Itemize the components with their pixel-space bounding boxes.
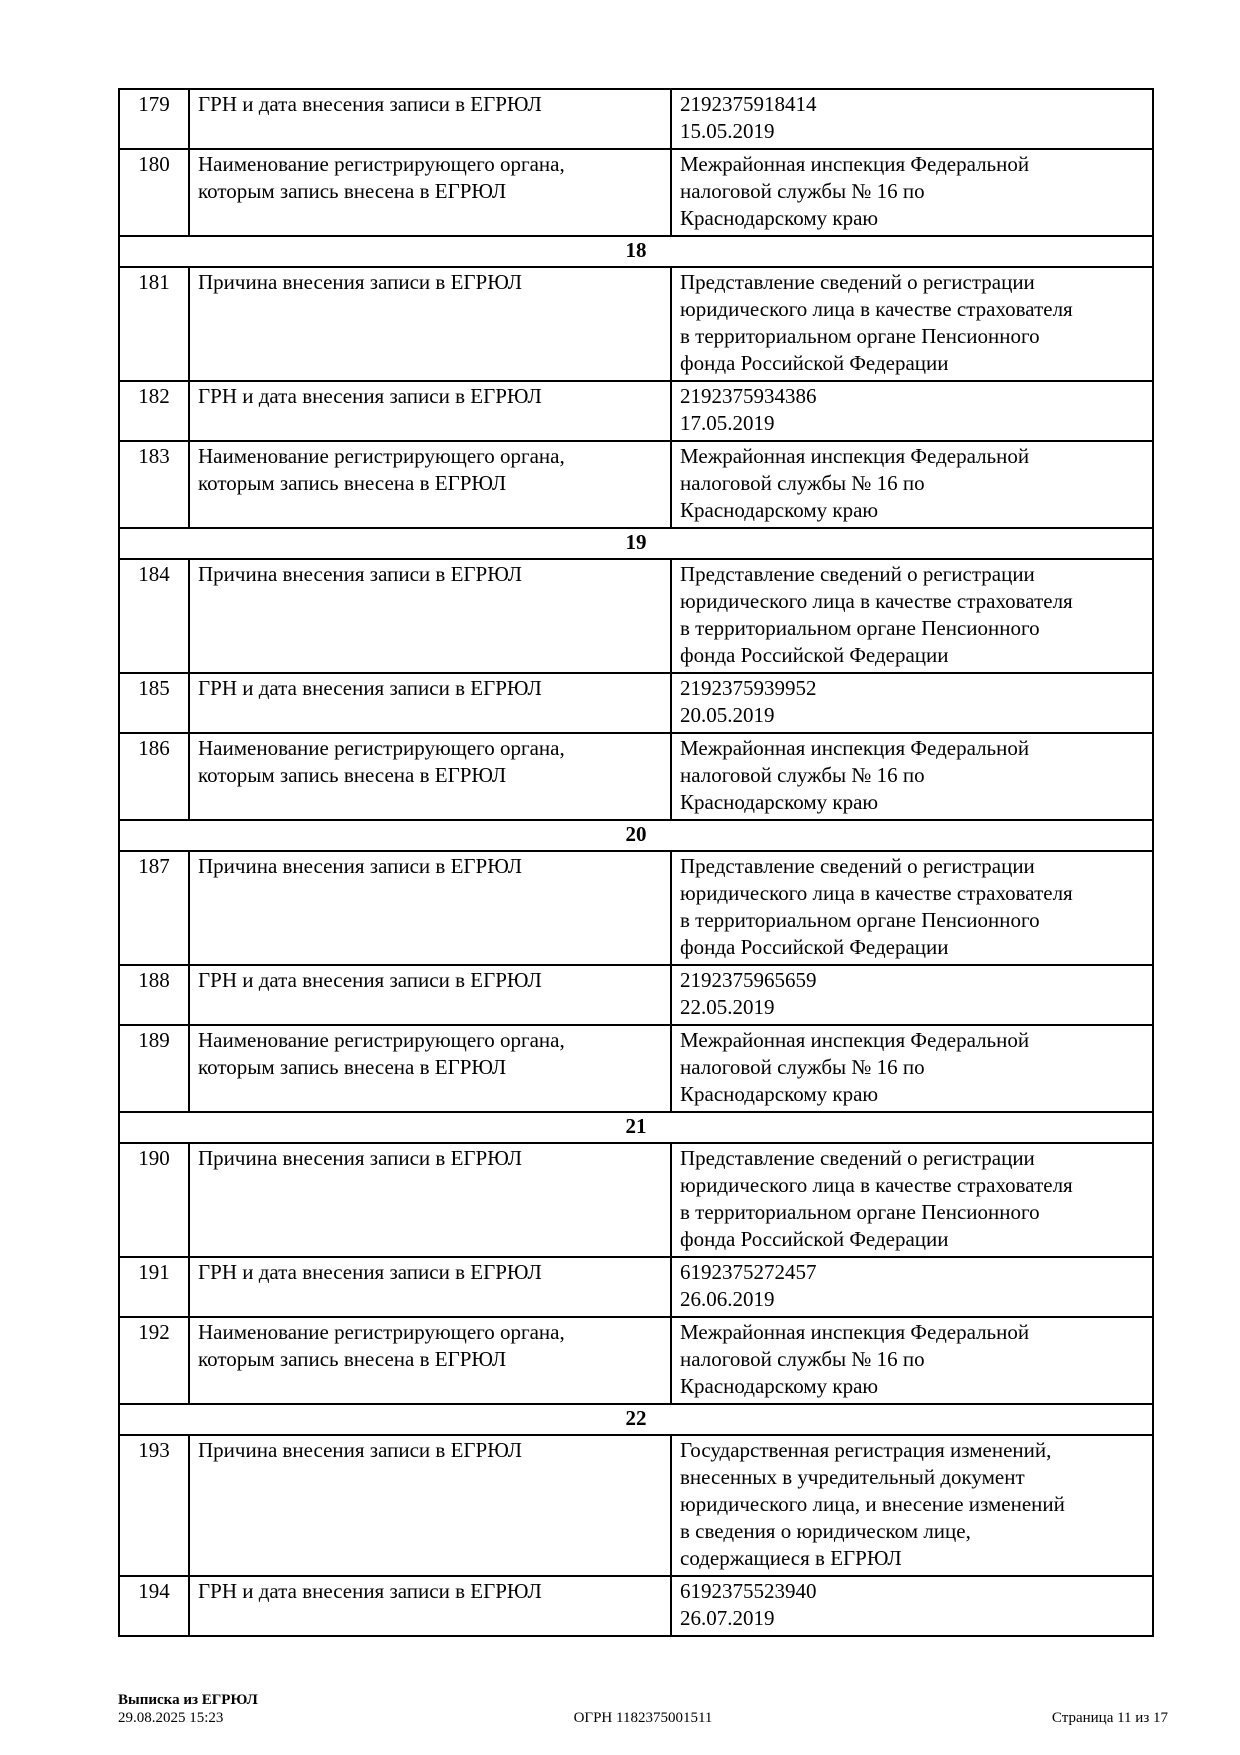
section-row: [119, 528, 1153, 559]
row-number: 182: [119, 381, 189, 441]
row-label: Наименование регистрирующего органа, которым запись внесена в ЕГРЮЛ: [189, 1317, 671, 1404]
table-row: [119, 1435, 1153, 1576]
row-label: ГРН и дата внесения записи в ЕГРЮЛ: [189, 1576, 671, 1636]
egrul-table-body: [119, 89, 1153, 1636]
section-row: [119, 1112, 1153, 1143]
export-datetime: 29.08.2025 15:23: [118, 1710, 224, 1726]
row-number: 193: [119, 1435, 189, 1576]
row-value: Межрайонная инспекция Федеральной налоговой службы № 16 по Краснодарскому краю: [671, 149, 1153, 236]
section-number: 21: [119, 1112, 1153, 1143]
row-label: Причина внесения записи в ЕГРЮЛ: [189, 559, 671, 673]
row-label: Причина внесения записи в ЕГРЮЛ: [189, 851, 671, 965]
section-number: 22: [119, 1404, 1153, 1435]
table-row: [119, 1317, 1153, 1404]
row-number: 185: [119, 673, 189, 733]
row-number: 189: [119, 1025, 189, 1112]
row-number: 181: [119, 267, 189, 381]
row-number: 188: [119, 965, 189, 1025]
row-number: 192: [119, 1317, 189, 1404]
row-label: ГРН и дата внесения записи в ЕГРЮЛ: [189, 965, 671, 1025]
row-label: Причина внесения записи в ЕГРЮЛ: [189, 1143, 671, 1257]
row-number: 187: [119, 851, 189, 965]
row-label: ГРН и дата внесения записи в ЕГРЮЛ: [189, 381, 671, 441]
row-value: Представление сведений о регистрации юридического лица в качестве страхователя в территориальном органе Пенсионного фонда Российской Федерации: [671, 267, 1153, 381]
table-row: [119, 267, 1153, 381]
row-value: 6192375523940 26.07.2019: [671, 1576, 1153, 1636]
section-number: 20: [119, 820, 1153, 851]
row-label: Наименование регистрирующего органа, которым запись внесена в ЕГРЮЛ: [189, 733, 671, 820]
row-value: Межрайонная инспекция Федеральной налоговой службы № 16 по Краснодарскому краю: [671, 1025, 1153, 1112]
row-value: Государственная регистрация изменений, внесенных в учредительный документ юридического лица, и внесение изменений в сведения о юридическом лице, содержащиеся в ЕГРЮЛ: [671, 1435, 1153, 1576]
row-value: 6192375272457 26.06.2019: [671, 1257, 1153, 1317]
egrul-records-table: [118, 88, 1154, 1637]
row-value: 2192375918414 15.05.2019: [671, 89, 1153, 149]
section-row: [119, 820, 1153, 851]
row-value: Представление сведений о регистрации юридического лица в качестве страхователя в территориальном органе Пенсионного фонда Российской Федерации: [671, 851, 1153, 965]
row-number: 184: [119, 559, 189, 673]
row-number: 194: [119, 1576, 189, 1636]
section-row: [119, 236, 1153, 267]
row-label: Причина внесения записи в ЕГРЮЛ: [189, 267, 671, 381]
section-number: 19: [119, 528, 1153, 559]
table-row: [119, 851, 1153, 965]
row-number: 191: [119, 1257, 189, 1317]
ogrn-label: ОГРН 1182375001511: [573, 1710, 713, 1726]
footer-left: [118, 1691, 258, 1727]
row-label: Наименование регистрирующего органа, которым запись внесена в ЕГРЮЛ: [189, 1025, 671, 1112]
row-number: 186: [119, 733, 189, 820]
row-number: 180: [119, 149, 189, 236]
table-row: [119, 381, 1153, 441]
row-value: Представление сведений о регистрации юридического лица в качестве страхователя в территориальном органе Пенсионного фонда Российской Федерации: [671, 559, 1153, 673]
row-value: Представление сведений о регистрации юридического лица в качестве страхователя в территориальном органе Пенсионного фонда Российской Федерации: [671, 1143, 1153, 1257]
section-number: 18: [119, 236, 1153, 267]
row-value: 2192375934386 17.05.2019: [671, 381, 1153, 441]
row-number: 179: [119, 89, 189, 149]
table-row: [119, 559, 1153, 673]
row-label: Наименование регистрирующего органа, которым запись внесена в ЕГРЮЛ: [189, 441, 671, 528]
row-number: 190: [119, 1143, 189, 1257]
row-value: Межрайонная инспекция Федеральной налоговой службы № 16 по Краснодарскому краю: [671, 1317, 1153, 1404]
row-label: Наименование регистрирующего органа, которым запись внесена в ЕГРЮЛ: [189, 149, 671, 236]
row-label: ГРН и дата внесения записи в ЕГРЮЛ: [189, 1257, 671, 1317]
table-row: [119, 149, 1153, 236]
row-value: Межрайонная инспекция Федеральной налоговой службы № 16 по Краснодарскому краю: [671, 733, 1153, 820]
row-label: Причина внесения записи в ЕГРЮЛ: [189, 1435, 671, 1576]
row-value: 2192375965659 22.05.2019: [671, 965, 1153, 1025]
table-row: [119, 1576, 1153, 1636]
page-footer: [118, 1691, 1168, 1727]
table-row: [119, 1025, 1153, 1112]
document-title: Выписка из ЕГРЮЛ: [118, 1692, 258, 1708]
table-row: [119, 733, 1153, 820]
table-row: [119, 1143, 1153, 1257]
row-value: 2192375939952 20.05.2019: [671, 673, 1153, 733]
table-row: [119, 1257, 1153, 1317]
table-row: [119, 89, 1153, 149]
row-value: Межрайонная инспекция Федеральной налоговой службы № 16 по Краснодарскому краю: [671, 441, 1153, 528]
section-row: [119, 1404, 1153, 1435]
table-row: [119, 441, 1153, 528]
table-row: [119, 673, 1153, 733]
table-row: [119, 965, 1153, 1025]
row-number: 183: [119, 441, 189, 528]
row-label: ГРН и дата внесения записи в ЕГРЮЛ: [189, 89, 671, 149]
row-label: ГРН и дата внесения записи в ЕГРЮЛ: [189, 673, 671, 733]
page-number: Страница 11 из 17: [1051, 1710, 1168, 1726]
